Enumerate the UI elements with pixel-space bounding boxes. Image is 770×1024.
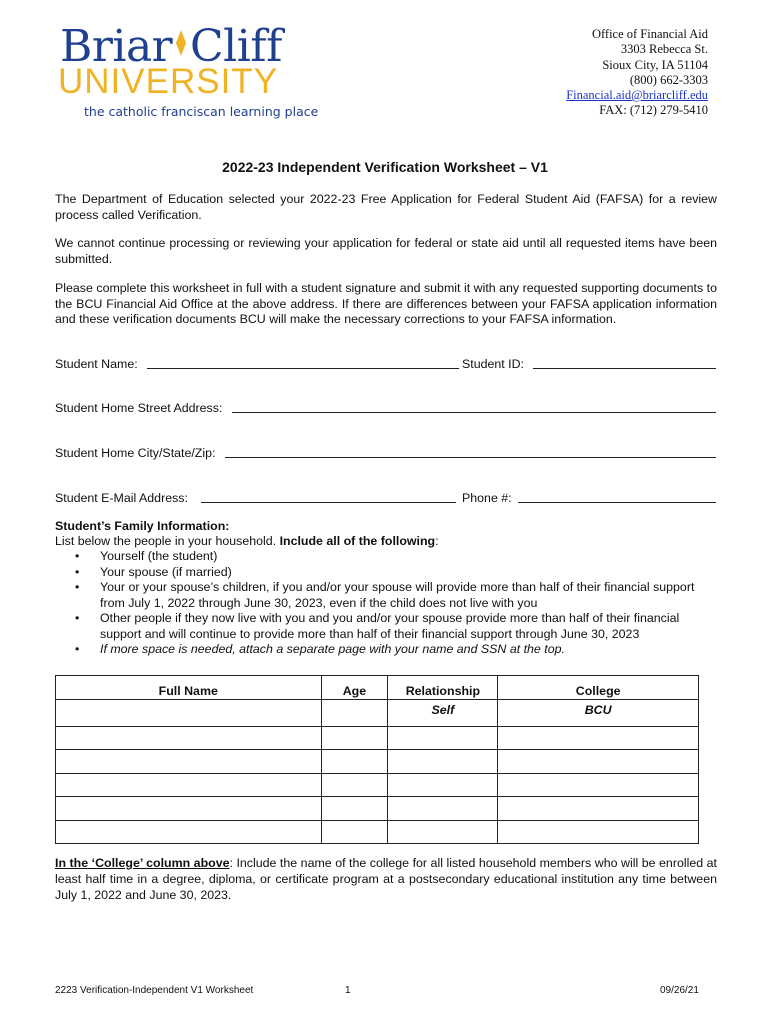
student-id-label: Student ID: [462, 357, 524, 371]
table-cell[interactable] [321, 726, 388, 750]
table-cell[interactable] [498, 773, 699, 797]
list-item [55, 580, 695, 611]
logo-tagline: the catholic franciscan learning place [84, 104, 319, 119]
student-name-field[interactable] [147, 358, 459, 369]
office-street: 3303 Rebecca St. [620, 42, 708, 57]
email-field[interactable] [201, 492, 456, 503]
family-info-intro [55, 534, 439, 548]
table-header-row [56, 676, 699, 700]
city-state-zip-label: Student Home City/State/Zip: [55, 446, 216, 460]
table-cell[interactable] [321, 820, 388, 844]
bullet-icon: • [75, 611, 80, 625]
list-item-text: Other people if they now live with you and you and/or your spouse provide more than half of their financial support and will continue to provide more than half of their financial support through June 30, 2023 [100, 611, 680, 641]
family-intro-text: List below the people in your household. [55, 534, 280, 548]
note-text: : Include the name of the college for all listed household members who will be enrolled at least half time in a degree, diploma, or certificate program at a postsecondary educational institution any time between July 1, 2022 and June 30, 2023. [55, 856, 717, 902]
table-cell[interactable] [321, 700, 388, 727]
note-lead: In the ‘College’ column above [55, 856, 230, 870]
table-cell[interactable] [388, 773, 498, 797]
intro-paragraph-1: The Department of Education selected your 2022-23 Free Application for Federal Student Aid (FAFSA) for a review process called Verification. [55, 192, 717, 222]
footer-page-number: 1 [345, 985, 351, 996]
table-cell[interactable] [56, 820, 322, 844]
family-intro-end: : [435, 534, 439, 548]
street-address-label: Student Home Street Address: [55, 401, 223, 415]
table-cell[interactable]: BCU [498, 700, 699, 727]
logo-diamond-icon [175, 30, 187, 56]
family-info-heading: Student’s Family Information: [55, 519, 230, 533]
bullet-icon: • [75, 549, 80, 563]
column-header-full-name: Full Name [56, 676, 322, 700]
table-cell[interactable] [56, 700, 322, 727]
office-phone: (800) 662-3303 [629, 72, 708, 87]
table-cell[interactable] [498, 726, 699, 750]
table-cell[interactable] [321, 773, 388, 797]
email-label: Student E-Mail Address: [55, 491, 188, 505]
list-item-text: Your or your spouse’s children, if you and/or your spouse will provide more than half of their financial support from July 1, 2022 through June 30, 2023, even if the child does not live with you [100, 580, 695, 610]
list-item [55, 611, 695, 642]
table-cell[interactable] [498, 820, 699, 844]
student-id-field[interactable] [533, 358, 716, 369]
table-row [56, 700, 699, 727]
family-intro-bold: Include all of the following [279, 534, 436, 548]
table-row [56, 797, 699, 821]
table-row [56, 820, 699, 844]
footer-date: 09/26/21 [660, 985, 699, 996]
list-item-text: Your spouse (if married) [100, 564, 232, 579]
table-cell[interactable] [56, 797, 322, 821]
household-table [55, 675, 699, 844]
family-bullet-list [55, 549, 695, 658]
office-city: Sioux City, IA 51104 [602, 57, 708, 72]
logo-briar: Briar [60, 21, 173, 72]
phone-label: Phone #: [462, 491, 512, 505]
college-column-note [55, 856, 717, 903]
table-cell[interactable] [56, 750, 322, 774]
office-fax: FAX: (712) 279-5410 [599, 103, 708, 118]
city-state-zip-field[interactable] [225, 447, 716, 458]
table-row [56, 726, 699, 750]
bullet-icon: • [75, 580, 80, 594]
column-header-college: College [498, 676, 699, 700]
table-cell[interactable] [498, 750, 699, 774]
list-item [55, 565, 695, 581]
table-cell[interactable] [388, 820, 498, 844]
table-cell[interactable] [388, 797, 498, 821]
office-name: Office of Financial Aid [591, 27, 708, 41]
table-cell[interactable] [388, 750, 498, 774]
bullet-icon: • [75, 564, 80, 579]
table-row [56, 750, 699, 774]
list-item-text: If more space is needed, attach a separate page with your name and SSN at the top. [100, 642, 565, 656]
table-cell[interactable] [388, 726, 498, 750]
office-email-link[interactable]: Financial.aid@briarcliff.edu [566, 88, 708, 103]
list-item [55, 549, 695, 565]
intro-paragraph-3: Please complete this worksheet in full with a student signature and submit it with any requested supporting documents to the BCU Financial Aid Office at the above address. If there are differences between your FAFSA application information and these verification documents BCU will make the necessary corrections to your FAFSA information. [55, 281, 717, 326]
student-name-label: Student Name: [55, 357, 138, 371]
street-address-field[interactable] [232, 402, 716, 413]
footer-document-name: 2223 Verification-Independent V1 Worksheet [55, 985, 254, 996]
page-title: 2022-23 Independent Verification Worksheet – V1 [222, 159, 548, 175]
logo-cliff: Cliff [190, 21, 282, 72]
table-cell[interactable] [56, 726, 322, 750]
table-row [56, 773, 699, 797]
logo-university: UNIVERSITY [58, 62, 279, 101]
list-item-text: Yourself (the student) [100, 549, 218, 563]
bullet-icon: • [75, 642, 80, 656]
table-cell[interactable] [321, 797, 388, 821]
table-cell[interactable] [56, 773, 322, 797]
intro-paragraph-2: We cannot continue processing or reviewing your application for federal or state aid until all requested items have been submitted. [55, 236, 717, 266]
list-item [55, 642, 695, 658]
phone-field[interactable] [518, 492, 716, 503]
table-cell[interactable] [321, 750, 388, 774]
table-cell[interactable]: Self [388, 700, 498, 727]
column-header-relationship: Relationship [388, 676, 498, 700]
table-cell[interactable] [498, 797, 699, 821]
column-header-age: Age [321, 676, 388, 700]
office-address-block [566, 27, 708, 119]
